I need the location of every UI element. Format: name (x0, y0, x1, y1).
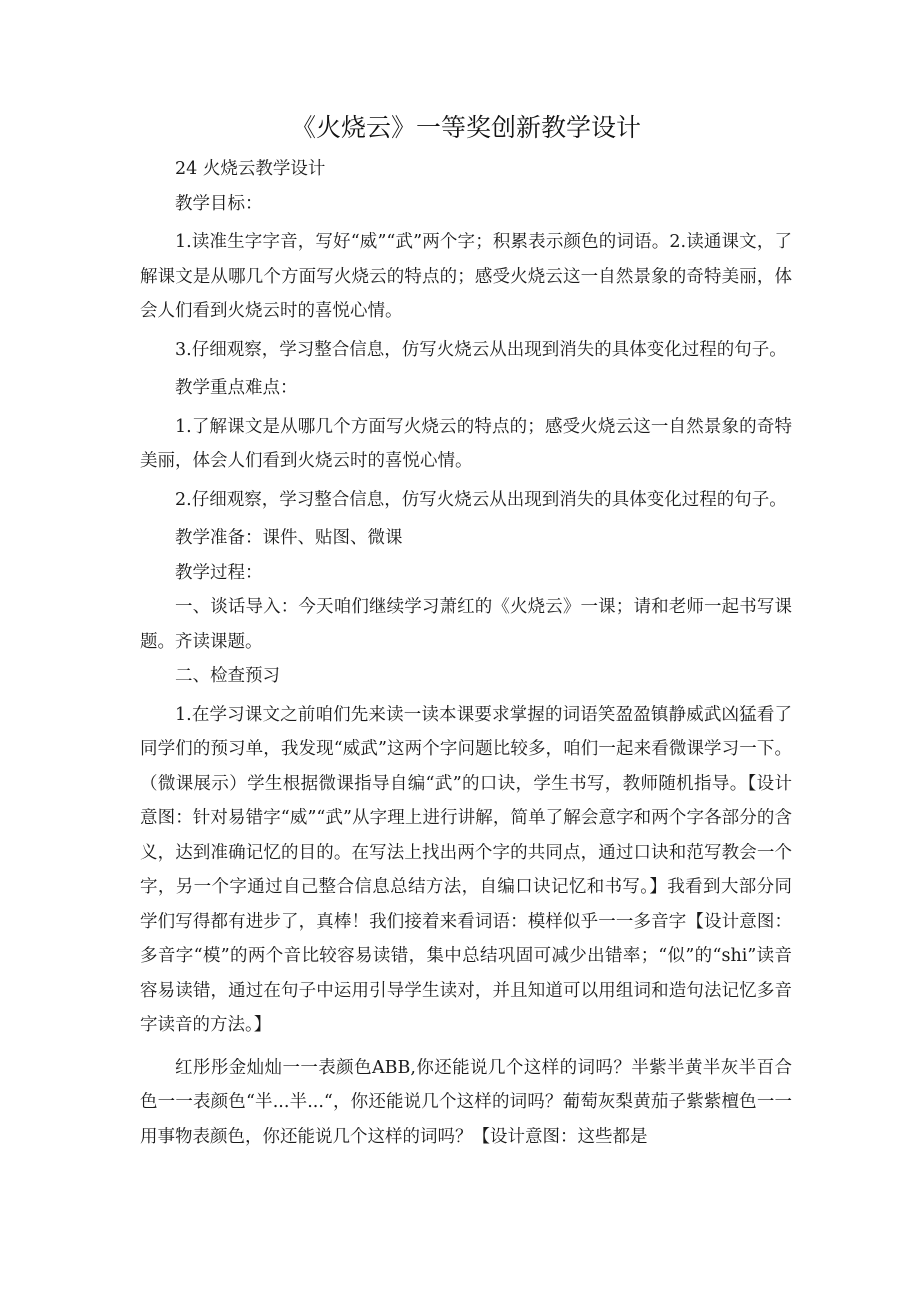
process-heading: 二、检查预习 (175, 666, 280, 686)
key-point-paragraph: 1.了解课文是从哪几个方面写火烧云的特点的；感受火烧云这一自然景象的奇特美丽，体会人们看到火烧云时的喜悦心情。 (140, 416, 792, 471)
process-paragraph: 红彤彤金灿灿一一表颜色ABB,你还能说几个这样的词吗？半紫半黄半灰半百合色一一表颜色“半...半...“，你还能说几个这样的词吗？葡萄灰梨黄茄子紫紫檀色一一用事物表颜色，你还能说几个这样的词吗？【设计意图：这些都是 (140, 1057, 792, 1147)
objective-paragraph: 3.仔细观察，学习整合信息，仿写火烧云从出现到消失的具体变化过程的句子。 (175, 339, 787, 360)
key-points-label: 教学重点难点： (175, 378, 298, 398)
document-title: 《火烧云》一等奖创新教学设计 (290, 113, 641, 142)
objectives-label: 教学目标： (175, 193, 263, 214)
process-paragraph: 1.在学习课文之前咱们先来读一读本课要求掌握的词语笑盈盈镇静威武凶猛看了同学们的预习单，我发现“威武”这两个字问题比较多，咱们一起来看微课学习一下。（微课展示）学生根据微课指导自编“武”的口诀，学生书写，教师随机指导。【设计意图：针对易错字“威”“武”从字理上进行讲解，简单了解会意字和两个字各部分的含义，达到准确记忆的目的。在写法上找出两个字的共同点，通过口诀和范写教会一个字，另一个字通过自己整合信息总结方法，自编口诀记忆和书写。】我看到大部分同学们写得都有进步了，真棒！我们接着来看词语：模样似乎一一多音字【设计意图：多音字“模”的两个音比较容易读错，集中总结巩固可减少出错率；“似”的“shi”读音容易读错，通过在句子中运用引导学生读对，并且知道可以用组词和造句法记忆多音字读音的方法。】 (140, 704, 792, 1035)
process-label: 教学过程： (175, 562, 263, 583)
document-body (140, 108, 792, 1154)
objective-paragraph: 1.读准生字字音，写好“威”“武”两个字；积累表示颜色的词语。2.读通课文，了解课文是从哪几个方面写火烧云的特点的；感受火烧云这一自然景象的奇特美丽，体会人们看到火烧云时的喜悦心情。 (140, 232, 792, 321)
process-paragraph: 一、谈话导入：今天咱们继续学习萧红的《火烧云》一课；请和老师一起书写课题。齐读课题。 (140, 597, 792, 652)
preparation-line: 教学准备：课件、贴图、微课 (175, 528, 403, 548)
key-point-paragraph: 2.仔细观察，学习整合信息，仿写火烧云从出现到消失的具体变化过程的句子。 (175, 489, 787, 510)
section-heading: 24 火烧云教学设计 (175, 159, 326, 179)
